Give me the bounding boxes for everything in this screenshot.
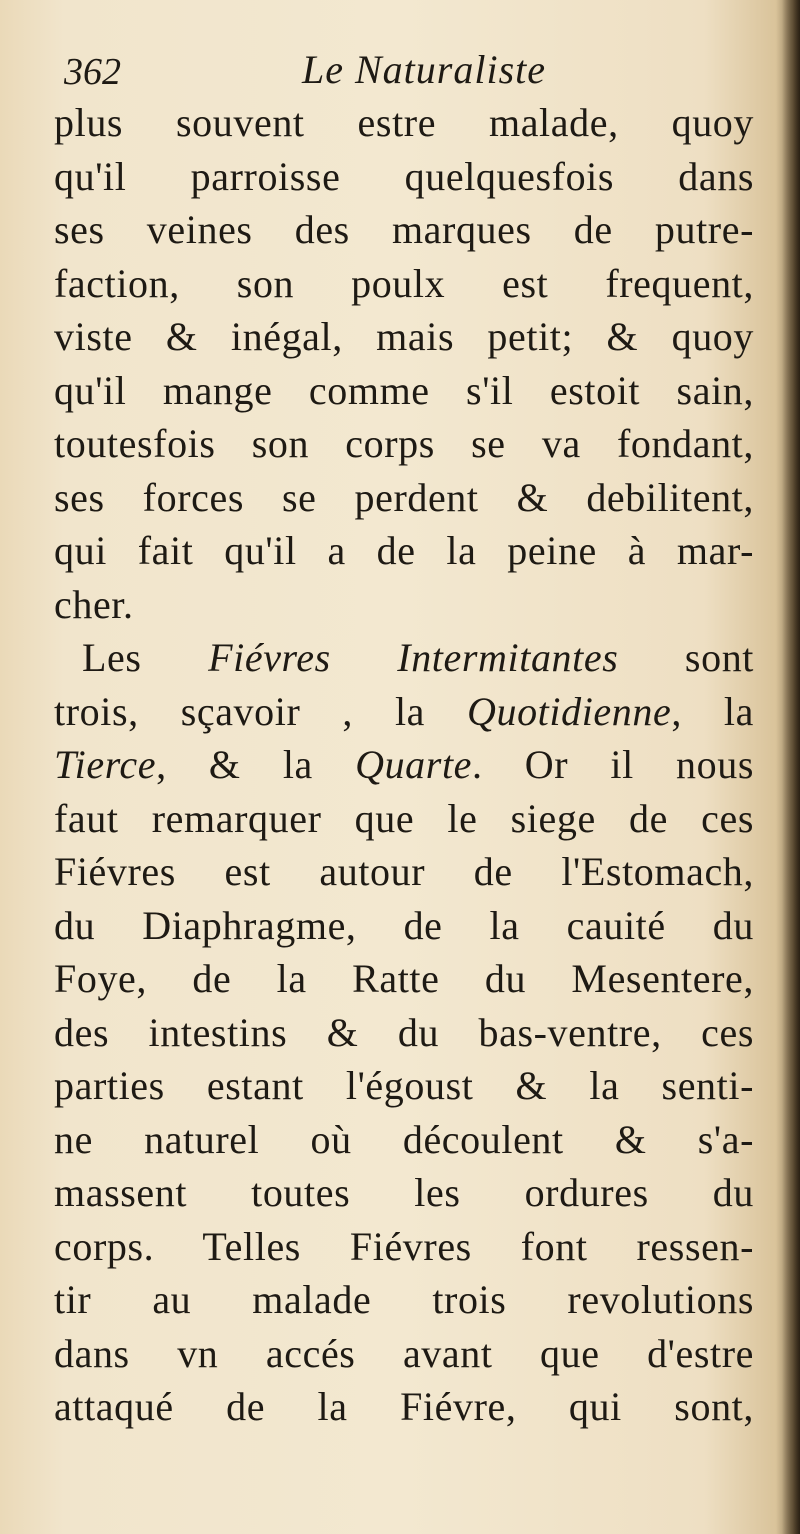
body-text xyxy=(54,96,754,1434)
page-gutter-shadow xyxy=(782,0,800,1534)
italic-term: Quotidienne xyxy=(467,688,672,734)
text-line: massent toutes les ordures du xyxy=(54,1170,754,1215)
text-line: qu'il parroisse quelquesfois dans xyxy=(54,153,754,199)
text-line: qu'il mange comme s'il estoit sain, xyxy=(54,367,754,413)
text-run: , & la xyxy=(156,742,356,787)
text-line: parties estant l'égoust & la senti- xyxy=(54,1063,754,1108)
italic-term: Fiévres Intermitantes xyxy=(208,635,619,680)
italic-term: Quarte xyxy=(355,742,473,787)
italic-term: Tierce xyxy=(54,742,157,787)
text-line xyxy=(54,738,754,792)
text-line: ses forces se perdent & debilitent, xyxy=(54,474,754,520)
text-line xyxy=(54,631,754,685)
text-line: des intestins & du bas-ventre, ces xyxy=(54,1009,754,1055)
text-line: plus souvent estre malade, quoy xyxy=(54,100,754,145)
text-line: faut remarquer que le siege de ces xyxy=(54,795,754,841)
page-number: 362 xyxy=(64,51,121,93)
text-line: corps. Telles Fiévres font ressen- xyxy=(54,1223,754,1269)
text-line: du Diaphragme, de la cauité du xyxy=(54,902,754,948)
paragraph-1 xyxy=(54,96,754,631)
text-line: ne naturel où découlent & s'a- xyxy=(54,1116,754,1162)
text-line: attaqué de la Fiévre, qui sont, xyxy=(54,1384,754,1429)
text-line: dans vn accés avant que d'estre xyxy=(54,1330,754,1376)
text-line: qui fait qu'il a de la peine à mar- xyxy=(54,528,754,573)
text-run: sont xyxy=(618,635,755,680)
text-run: Les xyxy=(82,635,209,680)
text-line: cher. xyxy=(54,581,134,627)
text-line: Fiévres est autour de l'Estomach, xyxy=(54,849,754,894)
text-line: ses veines des marques de putre- xyxy=(54,207,754,252)
text-run: . Or il nous xyxy=(472,742,755,787)
text-line: Foye, de la Ratte du Mesentere, xyxy=(54,956,754,1001)
text-line xyxy=(54,685,754,739)
running-head xyxy=(64,46,704,96)
paragraph-2 xyxy=(54,631,754,1434)
text-line: viste & inégal, mais petit; & quoy xyxy=(54,314,754,359)
text-line: toutesfois son corps se va fondant, xyxy=(54,421,754,466)
text-line: faction, son poulx est frequent, xyxy=(54,260,754,306)
text-run: trois, sçavoir , la xyxy=(54,688,467,734)
text-run: , la xyxy=(671,688,754,734)
text-line: tir au malade trois revolutions xyxy=(54,1277,754,1322)
running-title: Le Naturaliste xyxy=(302,47,547,92)
